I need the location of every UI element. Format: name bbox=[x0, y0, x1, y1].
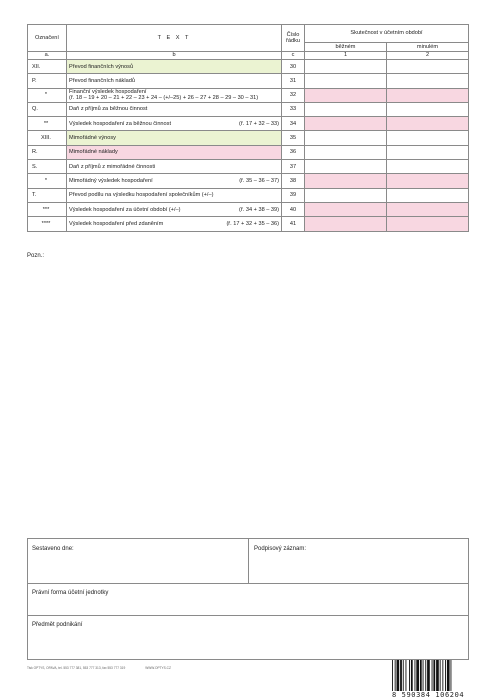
row-value-previous[interactable] bbox=[387, 188, 469, 202]
row-value-current[interactable] bbox=[305, 117, 387, 131]
barcode-bar bbox=[425, 660, 426, 692]
profit-loss-table bbox=[27, 24, 469, 232]
row-num: 36 bbox=[282, 145, 305, 159]
header-num-line1: Číslo bbox=[286, 31, 300, 38]
row-mark: *** bbox=[28, 202, 67, 216]
footer-web: WWW.OPTYS.CZ bbox=[145, 666, 171, 670]
row-text bbox=[67, 88, 282, 102]
letter-a: a. bbox=[28, 52, 67, 60]
barcode-bar bbox=[423, 660, 424, 692]
row-text bbox=[67, 174, 282, 188]
header-previous: minulém bbox=[387, 43, 469, 52]
row-value-previous[interactable] bbox=[387, 174, 469, 188]
row-text: Mimořádné výnosy bbox=[67, 131, 282, 145]
row-formula: (ř. 17 + 32 – 33) bbox=[239, 120, 279, 127]
header-num bbox=[282, 25, 305, 52]
letter-1: 1 bbox=[305, 52, 387, 60]
row-text-main: Výsledek hospodaření za běžnou činnost bbox=[69, 120, 171, 127]
row-num: 38 bbox=[282, 174, 305, 188]
row-formula: (ř. 17 + 32 + 35 – 36) bbox=[226, 220, 279, 227]
row-text: Převod finančních výnosů bbox=[67, 60, 282, 74]
row-num: 40 bbox=[282, 202, 305, 216]
table-row bbox=[28, 74, 469, 88]
compiled-date-label: Sestaveno dne: bbox=[32, 546, 74, 552]
table-row bbox=[28, 188, 469, 202]
row-value-previous[interactable] bbox=[387, 60, 469, 74]
table-row bbox=[28, 117, 469, 131]
barcode-bar bbox=[433, 660, 435, 692]
row-value-previous[interactable] bbox=[387, 145, 469, 159]
row-text-wrap bbox=[69, 178, 279, 184]
table-row bbox=[28, 102, 469, 116]
row-mark: * bbox=[28, 174, 67, 188]
row-num: 41 bbox=[282, 217, 305, 231]
letter-b: b bbox=[67, 52, 282, 60]
barcode-bar bbox=[397, 660, 400, 692]
row-value-current[interactable] bbox=[305, 131, 387, 145]
row-mark: T. bbox=[28, 188, 67, 202]
barcode-bar bbox=[427, 660, 430, 692]
row-mark: XIII. bbox=[28, 131, 67, 145]
header-row bbox=[28, 25, 469, 43]
row-value-current[interactable] bbox=[305, 145, 387, 159]
row-value-previous[interactable] bbox=[387, 217, 469, 231]
row-value-current[interactable] bbox=[305, 60, 387, 74]
barcode-bar bbox=[400, 660, 402, 692]
row-value-current[interactable] bbox=[305, 88, 387, 102]
signature-box bbox=[27, 538, 469, 660]
row-text: Převod podílu na výsledku hospodaření společníkům (+/–) bbox=[67, 188, 282, 202]
row-num: 32 bbox=[282, 88, 305, 102]
row-num: 31 bbox=[282, 74, 305, 88]
row-formula: (ř. 18 – 19 + 20 – 21 + 22 – 23 + 24 – (+/–25) + 26 – 27 + 28 – 29 – 30 – 31) bbox=[69, 95, 259, 102]
row-mark: * bbox=[28, 88, 67, 102]
row-num: 35 bbox=[282, 131, 305, 145]
legal-form-label: Právní forma účetní jednotky bbox=[32, 590, 109, 596]
table-row bbox=[28, 145, 469, 159]
barcode-bar bbox=[395, 660, 396, 692]
row-mark: Q. bbox=[28, 102, 67, 116]
footer-printer: Tisk OPTYS, OPAVA, tel. 553 777 381, 553 777 313, fax 553 777 319 bbox=[27, 666, 126, 670]
row-text: Převod finančních nákladů bbox=[67, 74, 282, 88]
row-mark: S. bbox=[28, 160, 67, 174]
row-text-main: Finanční výsledek hospodaření bbox=[69, 89, 147, 96]
row-value-previous[interactable] bbox=[387, 131, 469, 145]
barcode-bar bbox=[409, 660, 410, 692]
row-value-current[interactable] bbox=[305, 174, 387, 188]
row-value-current[interactable] bbox=[305, 160, 387, 174]
row-text-main: Výsledek hospodaření před zdaněním bbox=[69, 220, 164, 227]
barcode-bar bbox=[403, 660, 404, 692]
signature-row-2 bbox=[28, 583, 468, 616]
barcode-bar bbox=[420, 660, 422, 692]
business-subject-label: Předmět podnikání bbox=[32, 622, 83, 628]
table-row bbox=[28, 174, 469, 188]
header-mark: Označení bbox=[28, 25, 67, 52]
row-text-main: Výsledek hospodaření za účetní období (+/–) bbox=[69, 206, 181, 213]
signature-divider bbox=[248, 539, 249, 583]
row-num: 34 bbox=[282, 117, 305, 131]
row-text-wrap bbox=[69, 121, 279, 127]
table-row bbox=[28, 217, 469, 231]
header-text: T E X T bbox=[67, 25, 282, 52]
barcode-bar bbox=[445, 660, 446, 692]
barcode-bar bbox=[432, 660, 433, 692]
row-mark: ** bbox=[28, 117, 67, 131]
header-current: běžném bbox=[305, 43, 387, 52]
table-row bbox=[28, 60, 469, 74]
barcode-bar bbox=[442, 660, 443, 692]
row-text-main: Mimořádný výsledek hospodaření bbox=[69, 177, 153, 184]
barcode-bar bbox=[440, 660, 441, 692]
ean-number: 8 590384 106204 bbox=[392, 691, 476, 699]
note-label: Pozn.: bbox=[27, 253, 45, 259]
row-text: Daň z příjmů z mimořádné činnosti bbox=[67, 160, 282, 174]
row-text bbox=[67, 117, 282, 131]
row-value-previous[interactable] bbox=[387, 88, 469, 102]
print-footer bbox=[27, 666, 171, 670]
barcode-bar bbox=[411, 660, 413, 692]
letters-row bbox=[28, 52, 469, 60]
barcode-bar bbox=[415, 660, 416, 692]
row-mark: R. bbox=[28, 145, 67, 159]
row-text-wrap bbox=[69, 207, 279, 213]
letter-c: c bbox=[282, 52, 305, 60]
row-text bbox=[67, 217, 282, 231]
barcode-bar bbox=[416, 660, 419, 692]
table-row bbox=[28, 160, 469, 174]
row-mark: XII. bbox=[28, 60, 67, 74]
row-value-current[interactable] bbox=[305, 188, 387, 202]
row-text: Daň z příjmů za běžnou činnost bbox=[67, 102, 282, 116]
row-value-previous[interactable] bbox=[387, 117, 469, 131]
row-mark: **** bbox=[28, 217, 67, 231]
barcode-bar bbox=[436, 660, 439, 692]
row-value-current[interactable] bbox=[305, 74, 387, 88]
row-num: 37 bbox=[282, 160, 305, 174]
barcode-bar bbox=[392, 660, 393, 692]
row-value-current[interactable] bbox=[305, 102, 387, 116]
barcode-bar bbox=[447, 660, 450, 692]
table-row bbox=[28, 202, 469, 216]
row-value-current[interactable] bbox=[305, 202, 387, 216]
row-num: 30 bbox=[282, 60, 305, 74]
row-formula: (ř. 35 – 36 – 37) bbox=[239, 177, 279, 184]
header-reality: Skutečnost v účetním období bbox=[305, 25, 469, 43]
row-num: 33 bbox=[282, 102, 305, 116]
table-row bbox=[28, 88, 469, 102]
barcode-bar bbox=[451, 660, 452, 692]
row-num: 39 bbox=[282, 188, 305, 202]
row-value-previous[interactable] bbox=[387, 74, 469, 88]
row-text-wrap bbox=[69, 221, 279, 227]
row-value-current[interactable] bbox=[305, 217, 387, 231]
signature-label: Podpisový záznam: bbox=[254, 546, 307, 552]
row-mark: P. bbox=[28, 74, 67, 88]
header-num-line2: řádku bbox=[286, 38, 300, 44]
letter-2: 2 bbox=[387, 52, 469, 60]
row-value-previous[interactable] bbox=[387, 102, 469, 116]
row-text: Mimořádné náklady bbox=[67, 145, 282, 159]
barcode-bar bbox=[406, 660, 407, 692]
row-formula: (ř. 34 + 38 – 39) bbox=[239, 206, 279, 213]
row-value-previous[interactable] bbox=[387, 160, 469, 174]
table-row bbox=[28, 131, 469, 145]
row-value-previous[interactable] bbox=[387, 202, 469, 216]
row-text bbox=[67, 202, 282, 216]
